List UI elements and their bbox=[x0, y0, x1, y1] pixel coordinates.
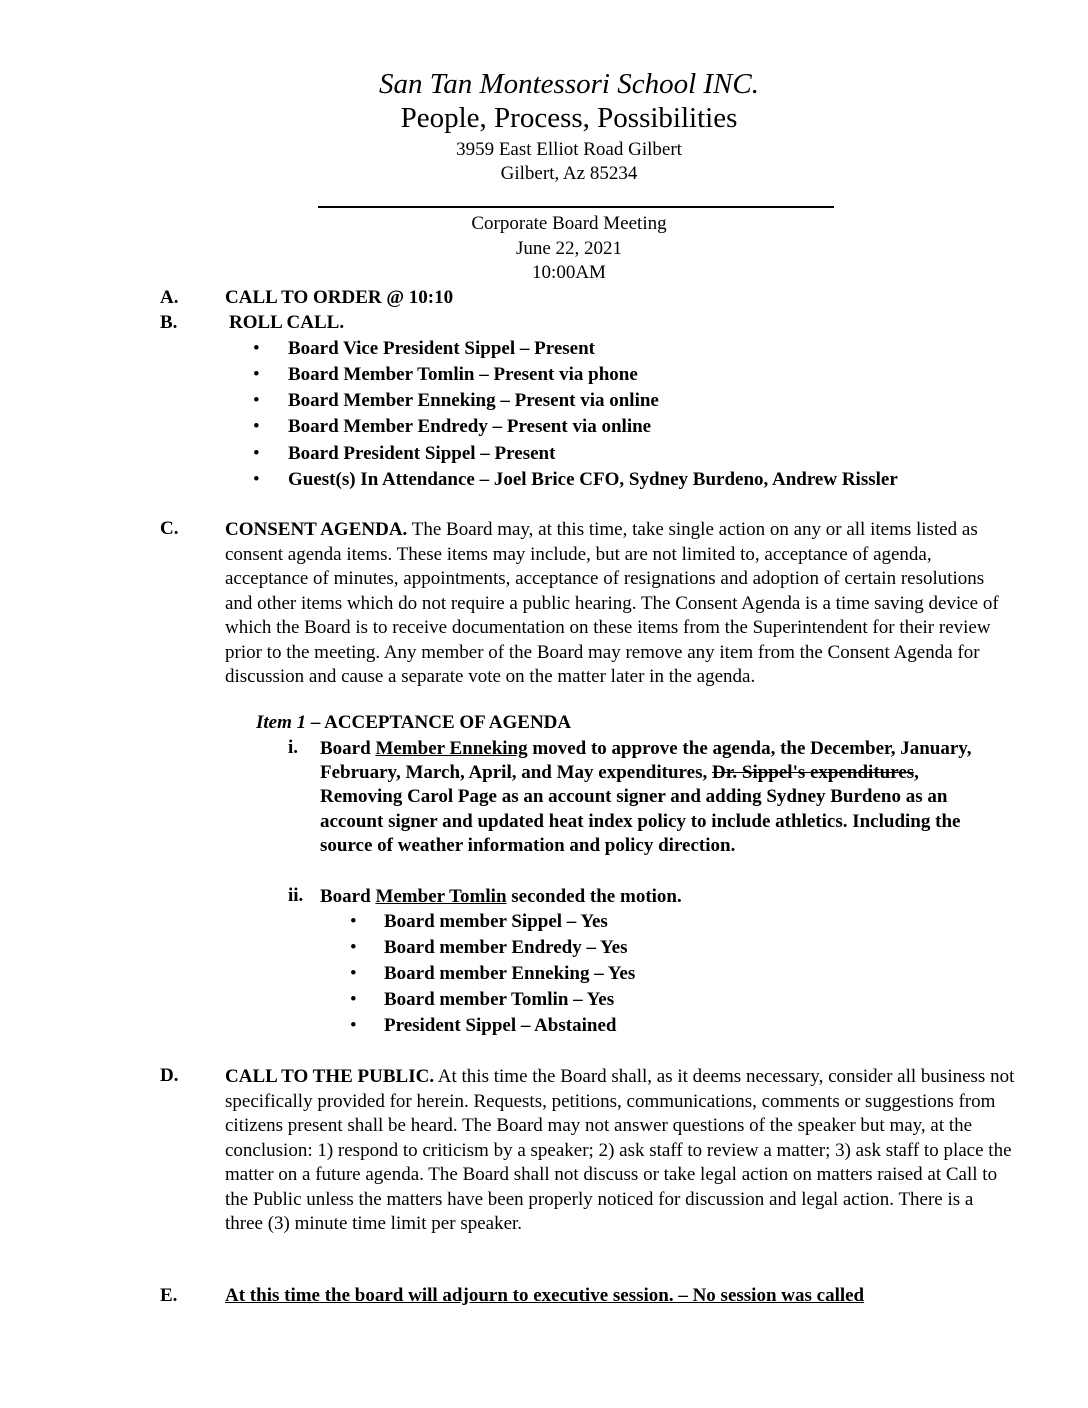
school-tagline: People, Process, Possibilities bbox=[400, 102, 738, 134]
attendee-item: • Board President Sippel – Present bbox=[253, 443, 556, 464]
address-line-1: 3959 East Elliot Road Gilbert bbox=[456, 139, 682, 160]
attendee-item: • Board Member Tomlin – Present via phone bbox=[253, 364, 638, 385]
attendee-item: • Board Vice President Sippel – Present bbox=[253, 338, 595, 359]
bullet-icon: • bbox=[253, 416, 260, 437]
motion-text: Board Member Enneking moved to approve the agenda, the December, January, February, March, April, and May expenditures, Dr. Sippel's expenditures, Removing Carol Page as an account signer and adding Sydney Burdeno as an account signer and updated heat index policy to include athletics. Including the source of weather information and policy direction. bbox=[320, 738, 972, 856]
attendee-item: • Guest(s) In Attendance – Joel Brice CFO, Sydney Burdeno, Andrew Rissler bbox=[253, 469, 898, 490]
meeting-time: 10:00AM bbox=[532, 262, 606, 283]
section-d-title: CALL TO THE PUBLIC. bbox=[225, 1066, 435, 1087]
section-e-title: At this time the board will adjourn to executive session. – No session was called bbox=[225, 1285, 865, 1306]
meeting-type: Corporate Board Meeting bbox=[471, 213, 667, 234]
attendee-item: • Board Member Endredy – Present via online bbox=[253, 416, 652, 437]
second-number: ii. bbox=[288, 885, 304, 906]
vote-item: • Board member Sippel – Yes bbox=[350, 911, 608, 932]
bullet-icon: • bbox=[253, 364, 260, 385]
bullet-icon: • bbox=[253, 338, 260, 359]
section-e-letter: E. bbox=[160, 1285, 178, 1306]
section-a-title: CALL TO ORDER @ 10:10 bbox=[225, 287, 454, 308]
bullet-icon: • bbox=[253, 443, 260, 464]
section-b-letter: B. bbox=[160, 312, 178, 333]
bullet-icon: • bbox=[350, 911, 357, 932]
meeting-date: June 22, 2021 bbox=[515, 238, 623, 259]
vote-item: • President Sippel – Abstained bbox=[350, 1015, 617, 1036]
item-1-heading: Item 1 – ACCEPTANCE OF AGENDA bbox=[256, 712, 572, 733]
vote-item: • Board member Enneking – Yes bbox=[350, 963, 636, 984]
section-d-paragraph: CALL TO THE PUBLIC. At this time the Board shall, as it deems necessary, consider all business not specifically provided for herein. Requests, petitions, communications, comments or suggestions from citizens present shall be heard. The Board may not answer questions of the speaker but may, at the conclusion: 1) respond to criticism by a speaker; 2) ask staff to review a matter; 3) ask staff to place the matter on a future agenda. The Board shall not discuss or take legal action on matters raised at Call to the Public unless the matters have been properly noticed for discussion and legal action. There is a three (3) minute time limit per speaker. bbox=[225, 1066, 1015, 1234]
vote-item: • Board member Endredy – Yes bbox=[350, 937, 628, 958]
bullet-icon: • bbox=[350, 1015, 357, 1036]
school-name: San Tan Montessori School INC. bbox=[379, 68, 759, 100]
bullet-icon: • bbox=[350, 963, 357, 984]
second-member: Member Tomlin bbox=[375, 886, 507, 907]
section-c-letter: C. bbox=[160, 518, 179, 539]
struck-text: Dr. Sippel's expenditures bbox=[711, 762, 915, 784]
section-d-letter: D. bbox=[160, 1065, 179, 1086]
bullet-icon: • bbox=[350, 937, 357, 958]
motion-number: i. bbox=[288, 737, 299, 758]
section-c-title: CONSENT AGENDA. bbox=[225, 519, 408, 540]
bullet-icon: • bbox=[253, 390, 260, 411]
bullet-icon: • bbox=[350, 989, 357, 1010]
vote-item: • Board member Tomlin – Yes bbox=[350, 989, 615, 1010]
second-text: Board Member Tomlin seconded the motion. bbox=[320, 886, 682, 907]
address-line-2: Gilbert, Az 85234 bbox=[500, 163, 638, 184]
section-a-letter: A. bbox=[160, 287, 179, 308]
header-divider bbox=[318, 206, 834, 208]
section-b-title: ROLL CALL. bbox=[229, 312, 345, 333]
attendee-item: • Board Member Enneking – Present via online bbox=[253, 390, 659, 411]
motion-mover: Member Enneking bbox=[375, 738, 528, 759]
bullet-icon: • bbox=[253, 469, 260, 490]
section-c-paragraph: CONSENT AGENDA. The Board may, at this time, take single action on any or all items listed as consent agenda items. These items may include, but are not limited to, acceptance of agenda, acceptance of minutes, appointments, acceptance of resignations and adoption of certain resolutions and other items which do not require a public hearing. The Consent Agenda is a time saving device of which the Board is to receive documentation on these items from the Superintendent for their review prior to the meeting. Any member of the Board may remove any item from the Consent Agenda for discussion and cause a separate vote on the matter later in the agenda. bbox=[225, 519, 999, 687]
